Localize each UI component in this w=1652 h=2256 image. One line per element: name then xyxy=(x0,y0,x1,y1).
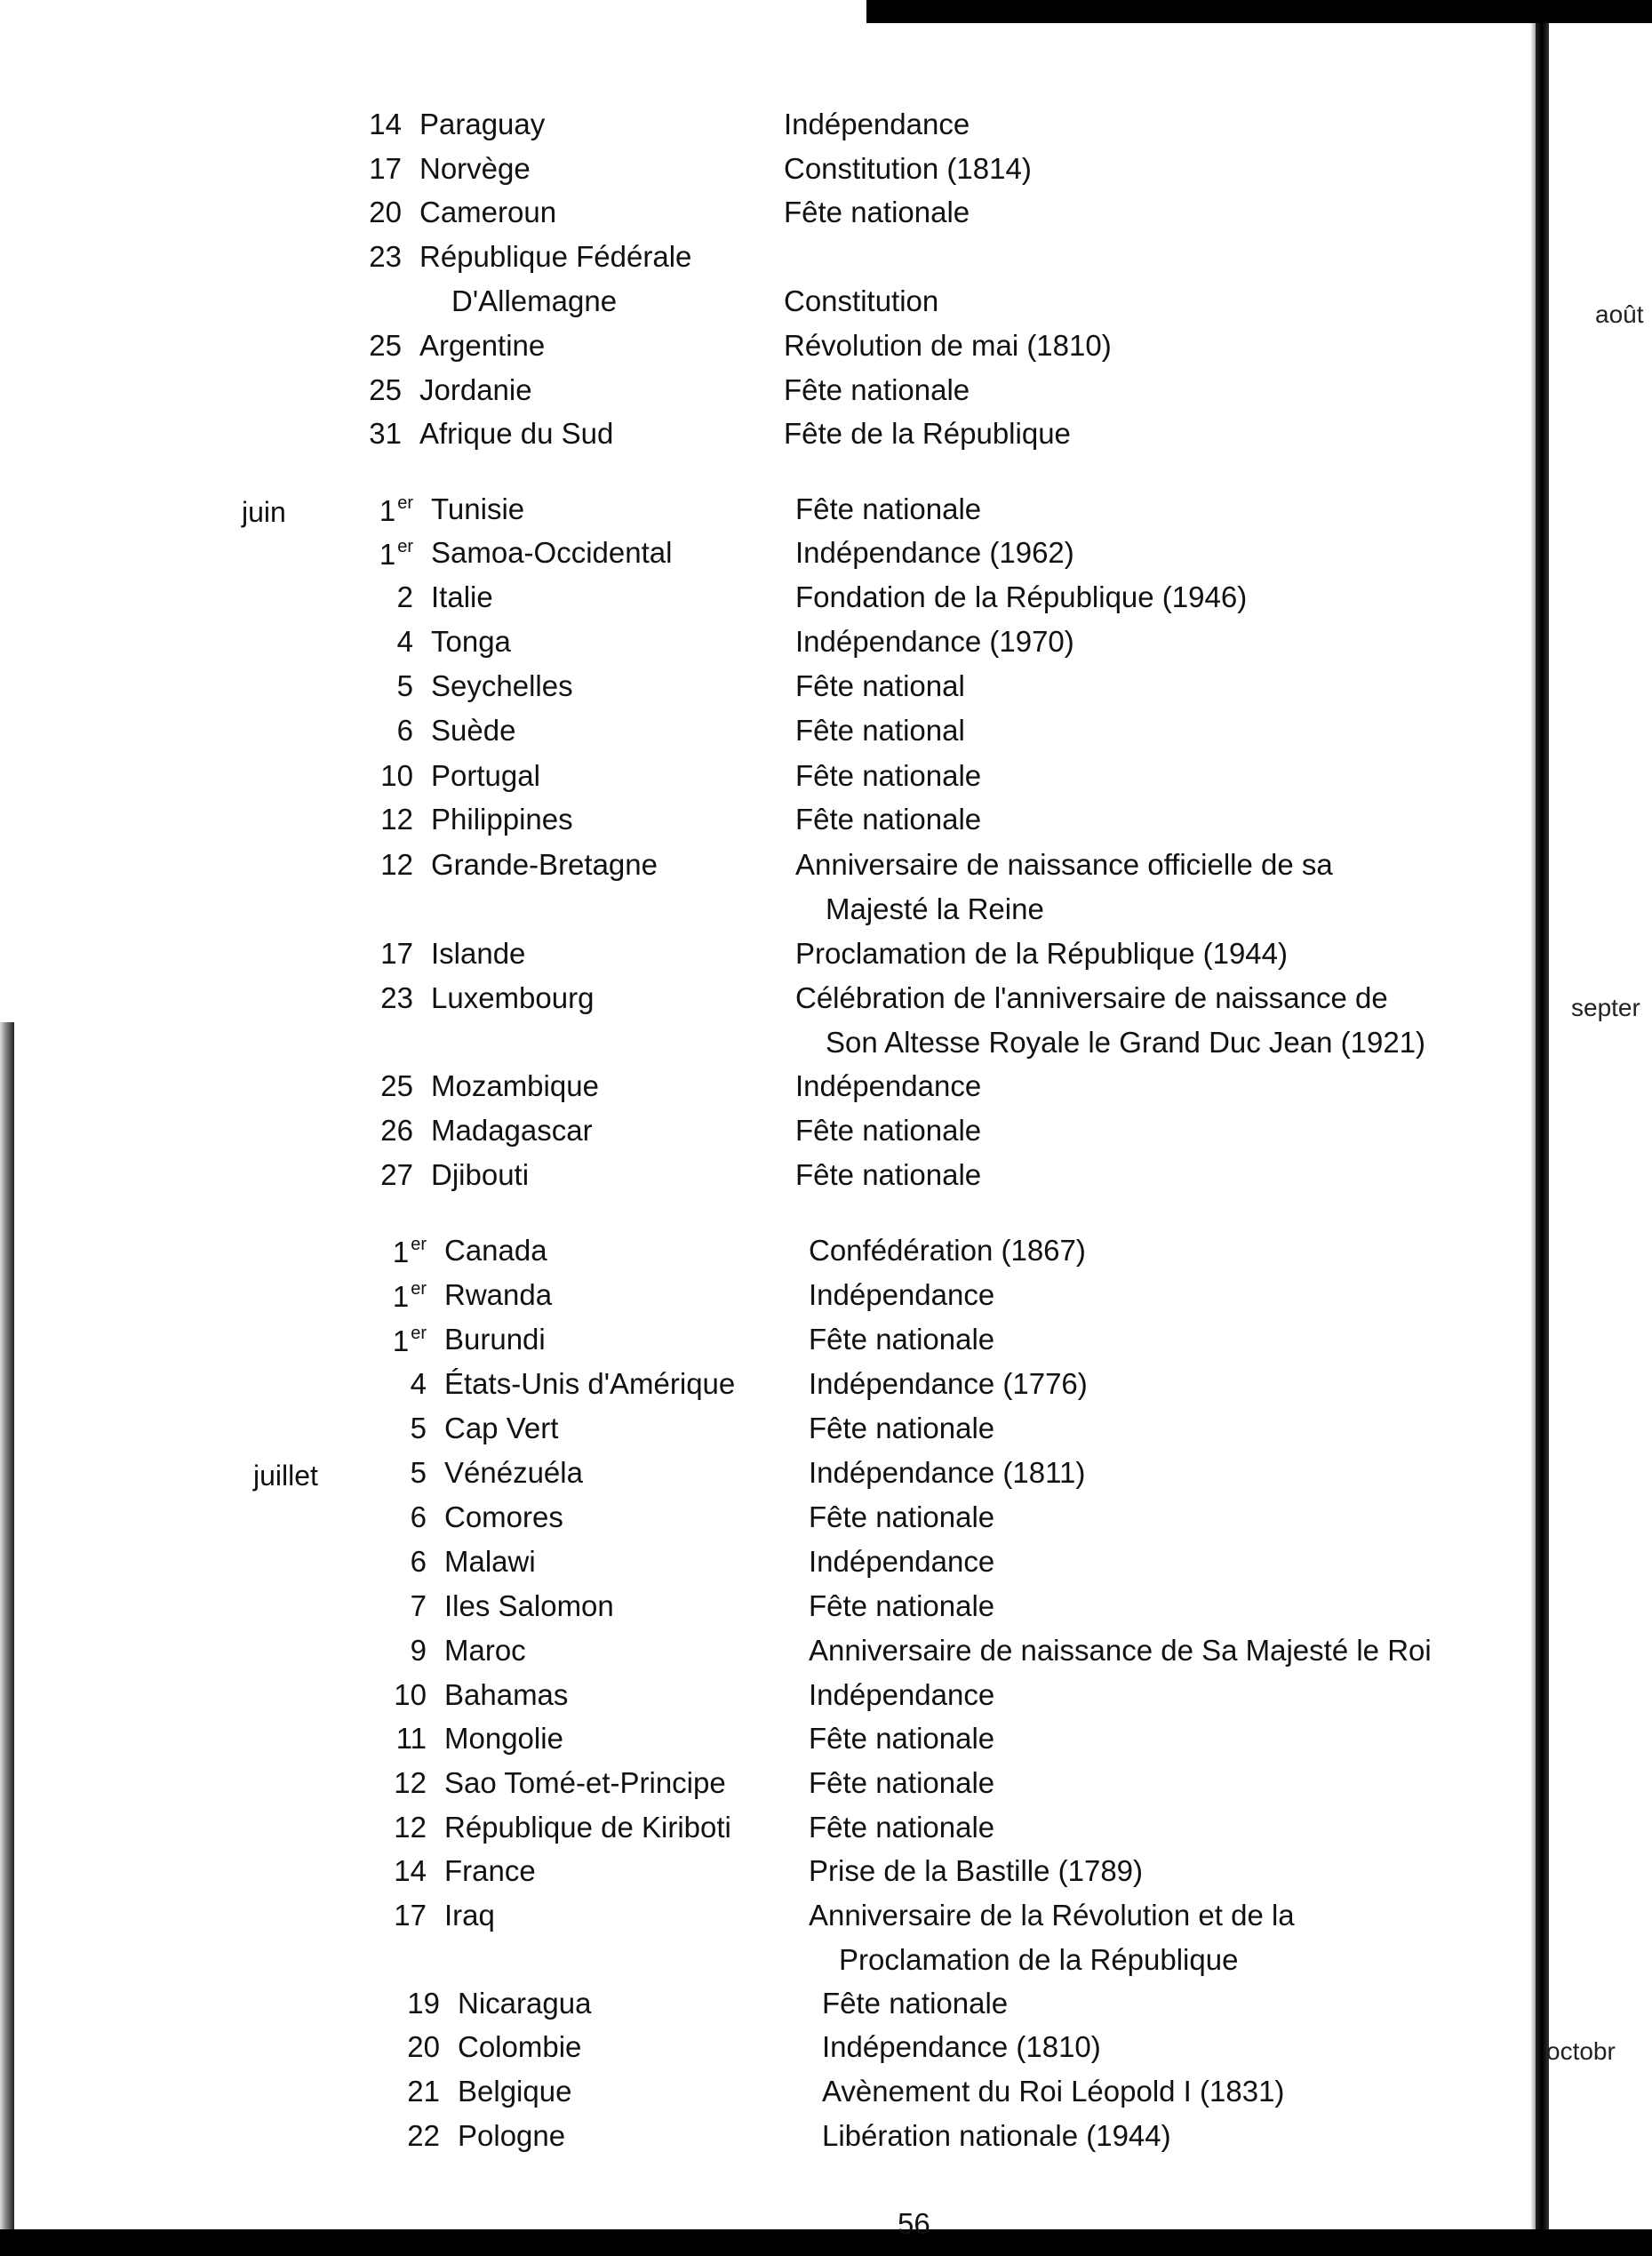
event-line: Fête national xyxy=(795,714,965,747)
holiday-country xyxy=(444,1547,536,1576)
holiday-country xyxy=(419,242,691,316)
country-line: Comores xyxy=(444,1500,563,1533)
day-number: 31 xyxy=(369,417,402,450)
event-line: Fête nationale xyxy=(795,1114,982,1147)
holiday-event xyxy=(795,939,1288,968)
holiday-day xyxy=(355,1812,427,1842)
event-line: Majesté la Reine xyxy=(826,892,1044,925)
holiday-event xyxy=(809,1413,994,1443)
event-line: Fondation de la République (1946) xyxy=(795,580,1248,613)
event-line: Révolution de mai (1810) xyxy=(784,329,1112,362)
country-line: Portugal xyxy=(431,759,540,792)
holiday-day xyxy=(355,1724,427,1753)
holiday-country xyxy=(444,1413,558,1443)
holiday-country xyxy=(444,1636,526,1665)
holiday-country xyxy=(431,716,515,745)
day-number: 21 xyxy=(407,2075,440,2108)
holiday-day xyxy=(342,1160,413,1189)
day-number: 17 xyxy=(369,152,402,185)
day-number: 1 xyxy=(379,494,396,527)
country-line: Rwanda xyxy=(444,1278,553,1311)
holiday-day xyxy=(355,1280,427,1311)
holiday-event xyxy=(809,1900,1295,1974)
country-line: Iles Salomon xyxy=(444,1589,614,1622)
holiday-country xyxy=(431,627,511,656)
country-line: Maroc xyxy=(444,1634,526,1667)
country-line: États-Unis d'Amérique xyxy=(444,1367,736,1400)
country-line: Sao Tomé-et-Principe xyxy=(444,1766,726,1799)
holiday-event xyxy=(784,286,938,316)
holiday-event xyxy=(795,582,1247,612)
holiday-day xyxy=(342,627,413,656)
day-number: 12 xyxy=(394,1811,427,1844)
holiday-country xyxy=(431,1071,599,1100)
holiday-event xyxy=(795,983,1425,1057)
scan-edge-left xyxy=(0,1022,14,2231)
holiday-day xyxy=(331,109,402,139)
holiday-country xyxy=(444,1458,583,1487)
holiday-event xyxy=(784,154,1032,183)
holiday-event xyxy=(795,538,1074,567)
holiday-country xyxy=(444,1856,536,1885)
country-line: Islande xyxy=(431,937,526,970)
holiday-event xyxy=(784,375,970,404)
holiday-event xyxy=(809,1236,1086,1265)
country-line: Djibouti xyxy=(431,1158,530,1191)
holiday-country xyxy=(444,1680,568,1709)
right-page-month-aout: août xyxy=(1595,300,1644,328)
holiday-country xyxy=(431,671,573,700)
holiday-day xyxy=(342,494,413,525)
holiday-day xyxy=(342,939,413,968)
holiday-country xyxy=(458,1988,591,2018)
holiday-event xyxy=(784,419,1071,448)
event-line: Fête nationale xyxy=(809,1766,995,1799)
event-line: Fête nationale xyxy=(809,1323,995,1356)
holiday-event xyxy=(809,1636,1432,1665)
holiday-day xyxy=(331,331,402,360)
holiday-country xyxy=(431,494,524,524)
holiday-day xyxy=(369,2076,440,2106)
right-page-month-septembre: septer xyxy=(1571,994,1640,1021)
holiday-event xyxy=(809,1502,994,1532)
day-ordinal-suffix: er xyxy=(397,493,413,513)
holiday-country xyxy=(444,1591,614,1620)
day-number: 5 xyxy=(410,1456,427,1489)
holiday-event xyxy=(809,1369,1088,1398)
country-line: Colombie xyxy=(458,2030,582,2063)
holiday-event xyxy=(795,627,1074,656)
holiday-country xyxy=(458,2032,581,2061)
day-ordinal-suffix: er xyxy=(411,1235,427,1254)
holiday-day xyxy=(355,1324,427,1356)
day-number: 6 xyxy=(410,1545,427,1578)
right-page-month-octobre: octobr xyxy=(1546,2037,1616,2065)
event-line: Fête nationale xyxy=(795,492,982,525)
holiday-country xyxy=(431,582,493,612)
event-line: Fête nationale xyxy=(784,196,970,228)
scan-edge-bottom xyxy=(0,2229,1652,2256)
country-line: République de Kiriboti xyxy=(444,1811,731,1844)
day-number: 27 xyxy=(380,1158,413,1191)
holiday-country xyxy=(444,1502,563,1532)
event-line: Anniversaire de la Révolution et de la xyxy=(809,1899,1295,1932)
holiday-event xyxy=(784,109,970,139)
day-number: 7 xyxy=(410,1589,427,1622)
country-line: D'Allemagne xyxy=(451,284,618,317)
holiday-day xyxy=(355,1768,427,1797)
event-line: Indépendance xyxy=(795,1069,982,1102)
day-number: 6 xyxy=(396,714,413,747)
holiday-event xyxy=(795,671,965,700)
day-number: 23 xyxy=(369,240,402,273)
page-number: 56 xyxy=(898,2207,930,2240)
holiday-day xyxy=(342,761,413,790)
holiday-day xyxy=(331,242,402,271)
day-ordinal-suffix: er xyxy=(397,537,413,556)
event-line: Fête nationale xyxy=(795,759,982,792)
holiday-event xyxy=(809,1591,994,1620)
holiday-day xyxy=(355,1236,427,1267)
holiday-event xyxy=(795,761,981,790)
event-line: Célébration de l'anniversaire de naissance de xyxy=(795,981,1388,1014)
holiday-country xyxy=(444,1812,731,1842)
holiday-day xyxy=(342,1071,413,1100)
event-line: Indépendance (1810) xyxy=(822,2030,1101,2063)
holiday-country xyxy=(419,375,532,404)
country-line: Iraq xyxy=(444,1899,495,1932)
country-line: Tonga xyxy=(431,625,511,658)
day-number: 12 xyxy=(380,848,413,881)
event-line: Indépendance xyxy=(809,1278,995,1311)
holiday-event xyxy=(795,1071,981,1100)
day-number: 17 xyxy=(394,1899,427,1932)
country-line: Italie xyxy=(431,580,493,613)
country-line: Vénézuéla xyxy=(444,1456,583,1489)
holiday-day xyxy=(331,375,402,404)
holiday-day xyxy=(342,582,413,612)
holiday-country xyxy=(431,538,672,567)
event-line: Fête nationale xyxy=(795,803,982,836)
event-line: Anniversaire de naissance de Sa Majesté le Roi xyxy=(809,1634,1432,1667)
event-line: Confédération (1867) xyxy=(809,1234,1086,1267)
event-line: Prise de la Bastille (1789) xyxy=(809,1854,1144,1887)
day-number: 19 xyxy=(407,1987,440,2020)
day-number: 20 xyxy=(369,196,402,228)
day-number: 23 xyxy=(380,981,413,1014)
holiday-event xyxy=(795,1116,981,1145)
holiday-country xyxy=(419,331,545,360)
holiday-day xyxy=(355,1680,427,1709)
holiday-day xyxy=(331,419,402,448)
holiday-day xyxy=(355,1636,427,1665)
book-gutter xyxy=(1536,23,1549,2229)
event-line: Fête national xyxy=(795,669,965,702)
country-line: Canada xyxy=(444,1234,547,1267)
country-line: Bahamas xyxy=(444,1678,569,1711)
holiday-country xyxy=(444,1324,546,1354)
country-line: Cap Vert xyxy=(444,1412,559,1444)
country-line: Luxembourg xyxy=(431,981,595,1014)
holiday-country xyxy=(419,197,556,227)
holiday-day xyxy=(342,1116,413,1145)
holiday-country xyxy=(444,1900,495,1930)
holiday-country xyxy=(431,983,594,1012)
holiday-event xyxy=(795,494,981,524)
holiday-country xyxy=(444,1236,547,1265)
event-line: Fête nationale xyxy=(795,1158,982,1191)
holiday-country xyxy=(458,2121,565,2150)
holiday-day xyxy=(355,1900,427,1930)
holiday-country xyxy=(431,761,540,790)
day-number: 4 xyxy=(410,1367,427,1400)
day-number: 14 xyxy=(369,108,402,140)
holiday-country xyxy=(431,850,658,879)
country-line: Malawi xyxy=(444,1545,536,1578)
day-number: 12 xyxy=(394,1766,427,1799)
country-line: Belgique xyxy=(458,2075,572,2108)
holiday-country xyxy=(419,419,613,448)
holiday-event xyxy=(809,1680,994,1709)
country-line: Mongolie xyxy=(444,1722,563,1755)
country-line: Argentine xyxy=(419,329,546,362)
day-number: 25 xyxy=(369,329,402,362)
country-line: Tunisie xyxy=(431,492,525,525)
event-line: Indépendance (1811) xyxy=(809,1456,1086,1489)
holiday-country xyxy=(458,2076,571,2106)
day-number: 14 xyxy=(394,1854,427,1887)
holiday-country xyxy=(419,109,545,139)
holiday-event xyxy=(809,1768,994,1797)
holiday-day xyxy=(355,1591,427,1620)
holiday-country xyxy=(444,1724,563,1753)
month-label: juillet xyxy=(253,1460,318,1492)
day-number: 9 xyxy=(410,1634,427,1667)
day-number: 5 xyxy=(396,669,413,702)
day-number: 12 xyxy=(380,803,413,836)
day-number: 1 xyxy=(392,1280,410,1313)
day-number: 6 xyxy=(410,1500,427,1533)
country-line: Pologne xyxy=(458,2119,566,2152)
event-line: Indépendance xyxy=(784,108,970,140)
holiday-day xyxy=(342,850,413,879)
holiday-day xyxy=(369,1988,440,2018)
country-line: Paraguay xyxy=(419,108,546,140)
holiday-event xyxy=(809,1458,1085,1487)
event-line: Indépendance xyxy=(809,1678,995,1711)
day-number: 2 xyxy=(396,580,413,613)
country-line: Nicaragua xyxy=(458,1987,592,2020)
holiday-country xyxy=(431,804,573,834)
day-number: 26 xyxy=(380,1114,413,1147)
day-number: 20 xyxy=(407,2030,440,2063)
holiday-day xyxy=(342,671,413,700)
holiday-country xyxy=(431,1160,529,1189)
country-line: Norvège xyxy=(419,152,531,185)
holiday-event xyxy=(784,331,1112,360)
holiday-event xyxy=(809,1280,994,1309)
day-number: 10 xyxy=(394,1678,427,1711)
holiday-country xyxy=(419,154,531,183)
event-line: Fête nationale xyxy=(809,1500,995,1533)
day-number: 25 xyxy=(380,1069,413,1102)
holiday-country xyxy=(444,1768,726,1797)
event-line: Fête nationale xyxy=(809,1589,995,1622)
event-line: Indépendance (1776) xyxy=(809,1367,1088,1400)
holiday-day xyxy=(355,1369,427,1398)
holiday-country xyxy=(431,1116,593,1145)
holiday-day xyxy=(369,2121,440,2150)
country-line: Philippines xyxy=(431,803,573,836)
holiday-day xyxy=(342,804,413,834)
day-ordinal-suffix: er xyxy=(411,1324,427,1343)
holiday-day xyxy=(355,1413,427,1443)
event-line: Proclamation de la République xyxy=(839,1943,1239,1976)
country-line: Mozambique xyxy=(431,1069,599,1102)
day-number: 22 xyxy=(407,2119,440,2152)
holiday-event xyxy=(795,1160,981,1189)
holiday-event xyxy=(822,2032,1101,2061)
country-line: Seychelles xyxy=(431,669,573,702)
country-line: République Fédérale xyxy=(419,240,692,273)
country-line: Afrique du Sud xyxy=(419,417,614,450)
holiday-day xyxy=(342,538,413,569)
day-number: 1 xyxy=(379,538,396,571)
holiday-country xyxy=(444,1369,735,1398)
day-number: 25 xyxy=(369,373,402,406)
holiday-event xyxy=(809,1324,994,1354)
country-line: Jordanie xyxy=(419,373,532,406)
event-line: Fête nationale xyxy=(784,373,970,406)
holiday-event xyxy=(809,1724,994,1753)
holiday-event xyxy=(784,197,970,227)
day-number: 4 xyxy=(396,625,413,658)
holiday-day xyxy=(342,716,413,745)
holiday-event xyxy=(795,804,981,834)
event-line: Proclamation de la République (1944) xyxy=(795,937,1289,970)
event-line: Constitution (1814) xyxy=(784,152,1032,185)
holiday-event xyxy=(809,1856,1143,1885)
event-line: Anniversaire de naissance officielle de sa xyxy=(795,848,1333,881)
event-line: Libération nationale (1944) xyxy=(822,2119,1171,2152)
event-line: Indépendance xyxy=(809,1545,995,1578)
event-line: Indépendance (1970) xyxy=(795,625,1074,658)
event-line: Fête nationale xyxy=(809,1412,995,1444)
day-number: 1 xyxy=(392,1324,410,1357)
event-line: Constitution xyxy=(784,284,939,317)
country-line: Burundi xyxy=(444,1323,546,1356)
holiday-event xyxy=(795,716,965,745)
event-line: Avènement du Roi Léopold I (1831) xyxy=(822,2075,1285,2108)
event-line: Fête nationale xyxy=(822,1987,1009,2020)
scan-edge-top xyxy=(866,0,1652,23)
country-line: France xyxy=(444,1854,536,1887)
event-line: Son Altesse Royale le Grand Duc Jean (1921) xyxy=(826,1026,1426,1059)
day-number: 17 xyxy=(380,937,413,970)
holiday-event xyxy=(809,1812,994,1842)
holiday-day xyxy=(355,1502,427,1532)
day-number: 1 xyxy=(392,1236,410,1268)
holiday-country xyxy=(444,1280,552,1309)
holiday-day xyxy=(369,2032,440,2061)
holiday-event xyxy=(822,2121,1171,2150)
day-number: 5 xyxy=(410,1412,427,1444)
holiday-day xyxy=(355,1458,427,1487)
country-line: Madagascar xyxy=(431,1114,593,1147)
country-line: Grande-Bretagne xyxy=(431,848,658,881)
day-number: 10 xyxy=(380,759,413,792)
event-line: Fête nationale xyxy=(809,1722,995,1755)
event-line: Fête de la République xyxy=(784,417,1071,450)
month-label: juin xyxy=(242,496,286,528)
holiday-event xyxy=(795,850,1333,924)
holiday-event xyxy=(822,2076,1284,2106)
day-number: 11 xyxy=(395,1722,427,1755)
holiday-event xyxy=(809,1547,994,1576)
holiday-day xyxy=(355,1856,427,1885)
country-line: Samoa-Occidental xyxy=(431,536,673,569)
holiday-day xyxy=(355,1547,427,1576)
country-line: Cameroun xyxy=(419,196,557,228)
holiday-day xyxy=(331,154,402,183)
event-line: Fête nationale xyxy=(809,1811,995,1844)
day-ordinal-suffix: er xyxy=(411,1279,427,1299)
event-line: Indépendance (1962) xyxy=(795,536,1074,569)
holiday-day xyxy=(331,197,402,227)
holiday-country xyxy=(431,939,525,968)
holiday-event xyxy=(822,1988,1008,2018)
country-line: Suède xyxy=(431,714,516,747)
holiday-day xyxy=(342,983,413,1012)
